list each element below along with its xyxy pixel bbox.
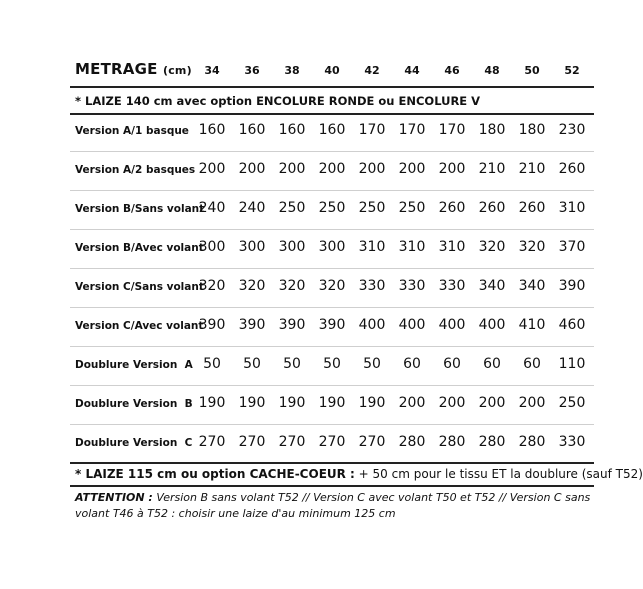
- cell-value: 60: [523, 356, 541, 372]
- cell-value: 390: [558, 278, 586, 294]
- cell-value: 320: [518, 239, 546, 255]
- cell-value: 400: [358, 317, 386, 333]
- row-label: Version C/Avec volant: [75, 320, 204, 332]
- cell-value: 50: [363, 356, 381, 372]
- row-label: Version C/Sans volant: [75, 281, 204, 293]
- table-row: [70, 113, 594, 152]
- cell-value: 330: [358, 278, 386, 294]
- size-40: 40: [324, 64, 340, 77]
- attention-note: [75, 490, 595, 522]
- cell-value: 50: [203, 356, 221, 372]
- cell-value: 310: [438, 239, 466, 255]
- cell-value: 240: [198, 200, 226, 216]
- cell-value: 200: [518, 395, 546, 411]
- row-label: Doublure Version B: [75, 398, 193, 410]
- row-label: Doublure Version A: [75, 359, 193, 371]
- cell-value: 270: [198, 434, 226, 450]
- laize-115-note-text: + 50 cm pour le tissu ET la doublure (sauf T52): [354, 467, 643, 481]
- cell-value: 200: [198, 161, 226, 177]
- cell-value: 390: [318, 317, 346, 333]
- size-48: 48: [484, 64, 500, 77]
- cell-value: 280: [518, 434, 546, 450]
- cell-value: 310: [558, 200, 586, 216]
- header-divider: [70, 86, 594, 88]
- cell-value: 160: [238, 122, 266, 138]
- cell-value: 300: [238, 239, 266, 255]
- cell-value: 180: [478, 122, 506, 138]
- cell-value: 60: [443, 356, 461, 372]
- cell-value: 310: [398, 239, 426, 255]
- header-row: [70, 58, 594, 84]
- cell-value: 270: [238, 434, 266, 450]
- attention-text: Version B sans volant T52 // Version C avec volant T50 et T52 // Version C sans volant T46 à T52 : choisir une laize d'au minimum 125 cm: [75, 491, 591, 520]
- cell-value: 330: [558, 434, 586, 450]
- size-44: 44: [404, 64, 420, 77]
- size-36: 36: [244, 64, 260, 77]
- cell-value: 50: [243, 356, 261, 372]
- cell-value: 330: [438, 278, 466, 294]
- cell-value: 200: [398, 395, 426, 411]
- cell-value: 310: [358, 239, 386, 255]
- cell-value: 200: [318, 161, 346, 177]
- cell-value: 190: [318, 395, 346, 411]
- row-label: Doublure Version C: [75, 437, 193, 449]
- footer-divider-bottom: [70, 485, 594, 487]
- cell-value: 340: [518, 278, 546, 294]
- cell-value: 170: [438, 122, 466, 138]
- cell-value: 110: [558, 356, 586, 372]
- cell-value: 200: [398, 161, 426, 177]
- cell-value: 300: [278, 239, 306, 255]
- cell-value: 270: [278, 434, 306, 450]
- cell-value: 250: [558, 395, 586, 411]
- cell-value: 340: [478, 278, 506, 294]
- table-row: [70, 386, 594, 425]
- cell-value: 180: [518, 122, 546, 138]
- cell-value: 270: [358, 434, 386, 450]
- cell-value: 400: [398, 317, 426, 333]
- cell-value: 190: [278, 395, 306, 411]
- cell-value: 200: [438, 161, 466, 177]
- cell-value: 260: [558, 161, 586, 177]
- footer-divider-top: [70, 462, 594, 464]
- cell-value: 260: [438, 200, 466, 216]
- cell-value: 250: [278, 200, 306, 216]
- cell-value: 250: [398, 200, 426, 216]
- cell-value: 320: [198, 278, 226, 294]
- cell-value: 50: [283, 356, 301, 372]
- size-38: 38: [284, 64, 300, 77]
- cell-value: 390: [198, 317, 226, 333]
- table-row: [70, 347, 594, 386]
- cell-value: 250: [358, 200, 386, 216]
- size-34: 34: [204, 64, 220, 77]
- cell-value: 210: [518, 161, 546, 177]
- cell-value: 460: [558, 317, 586, 333]
- size-52: 52: [564, 64, 580, 77]
- cell-value: 370: [558, 239, 586, 255]
- cell-value: 260: [478, 200, 506, 216]
- table-row: [70, 152, 594, 191]
- cell-value: 320: [318, 278, 346, 294]
- cell-value: 320: [238, 278, 266, 294]
- cell-value: 280: [438, 434, 466, 450]
- laize-115-note: [75, 467, 643, 481]
- cell-value: 260: [518, 200, 546, 216]
- cell-value: 390: [278, 317, 306, 333]
- unit-label: (cm): [162, 64, 192, 77]
- cell-value: 160: [318, 122, 346, 138]
- row-label: Version B/Sans volant: [75, 203, 205, 215]
- table-row: [70, 230, 594, 269]
- cell-value: 200: [278, 161, 306, 177]
- cell-value: 300: [198, 239, 226, 255]
- cell-value: 200: [438, 395, 466, 411]
- cell-value: 270: [318, 434, 346, 450]
- cell-value: 410: [518, 317, 546, 333]
- laize-115-note-bold: * LAIZE 115 cm ou option CACHE-COEUR :: [75, 467, 355, 481]
- cell-value: 280: [398, 434, 426, 450]
- cell-value: 160: [198, 122, 226, 138]
- attention-label: ATTENTION :: [75, 491, 153, 504]
- cell-value: 190: [198, 395, 226, 411]
- cell-value: 190: [238, 395, 266, 411]
- cell-value: 60: [483, 356, 501, 372]
- table-row: [70, 425, 594, 464]
- cell-value: 250: [318, 200, 346, 216]
- cell-value: 60: [403, 356, 421, 372]
- cell-value: 390: [238, 317, 266, 333]
- table-title: METRAGE (cm): [75, 60, 192, 78]
- laize-140-note: * LAIZE 140 cm avec option ENCOLURE RONDE ou ENCOLURE V: [75, 94, 481, 108]
- table-row: [70, 308, 594, 347]
- cell-value: 170: [398, 122, 426, 138]
- cell-value: 330: [398, 278, 426, 294]
- table-row: [70, 269, 594, 308]
- cell-value: 160: [278, 122, 306, 138]
- cell-value: 50: [323, 356, 341, 372]
- row-label: Version B/Avec volant: [75, 242, 204, 254]
- cell-value: 210: [478, 161, 506, 177]
- table-row: [70, 191, 594, 230]
- cell-value: 170: [358, 122, 386, 138]
- cell-value: 320: [478, 239, 506, 255]
- cell-value: 300: [318, 239, 346, 255]
- cell-value: 200: [358, 161, 386, 177]
- cell-value: 200: [478, 395, 506, 411]
- cell-value: 400: [478, 317, 506, 333]
- size-50: 50: [524, 64, 540, 77]
- size-42: 42: [364, 64, 380, 77]
- cell-value: 280: [478, 434, 506, 450]
- cell-value: 320: [278, 278, 306, 294]
- cell-value: 240: [238, 200, 266, 216]
- cell-value: 200: [238, 161, 266, 177]
- size-46: 46: [444, 64, 460, 77]
- cell-value: 190: [358, 395, 386, 411]
- cell-value: 230: [558, 122, 586, 138]
- row-label: Version A/2 basques: [75, 164, 196, 176]
- row-label: Version A/1 basque: [75, 125, 189, 137]
- cell-value: 400: [438, 317, 466, 333]
